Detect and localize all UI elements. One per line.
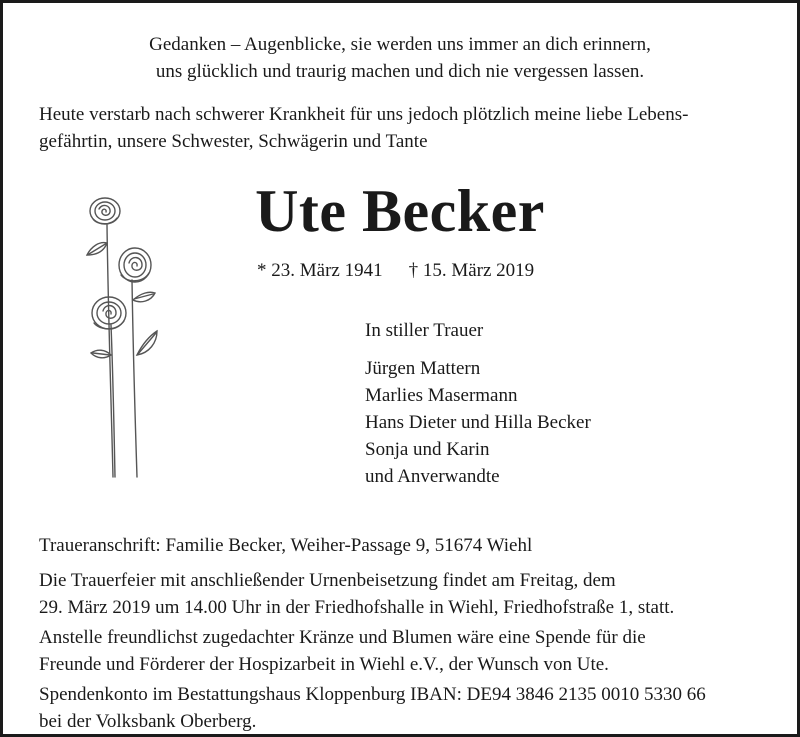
ceremony-line-1: Die Trauerfeier mit anschließender Urnenbeisetzung findet am Freitag, dem	[39, 570, 616, 591]
mourner-name: Hans Dieter und Hilla Becker	[365, 412, 591, 433]
announcement	[39, 101, 688, 155]
announcement-line-2: gefährtin, unsere Schwester, Schwägerin und Tante	[39, 131, 428, 152]
account-line-1: Spendenkonto im Bestattungshaus Kloppenburg IBAN: DE94 3846 2135 0010 5330 66	[39, 684, 706, 705]
mourner-name: Jürgen Mattern	[365, 358, 481, 379]
death-date: † 15. März 2019	[408, 260, 535, 281]
life-dates	[257, 257, 534, 284]
mourner-name: und Anverwandte	[365, 466, 500, 487]
ceremony-info	[39, 567, 706, 621]
donation-info	[39, 624, 706, 678]
mourner-name: Sonja und Karin	[365, 439, 490, 460]
intro-line-1: Gedanken – Augenblicke, sie werden uns immer an dich erinnern,	[149, 34, 651, 55]
intro-verse	[3, 31, 797, 85]
footer-info	[39, 532, 706, 735]
announcement-line-1: Heute verstarb nach schwerer Krankheit für uns jedoch plötzlich meine liebe Lebens-	[39, 104, 689, 125]
mourner-name: Marlies Masermann	[365, 385, 518, 406]
mourners-block	[365, 317, 591, 490]
account-line-2: bei der Volksbank Oberberg.	[39, 711, 257, 732]
bank-account-info	[39, 681, 706, 735]
birth-date: * 23. März 1941	[257, 260, 383, 281]
donation-line-2: Freunde und Förderer der Hospizarbeit in Wiehl e.V., der Wunsch von Ute.	[39, 654, 609, 675]
funeral-address: Traueranschrift: Familie Becker, Weiher-Passage 9, 51674 Wiehl	[39, 535, 533, 556]
mourners-heading: In stiller Trauer	[365, 320, 484, 341]
deceased-name: Ute Becker	[255, 178, 545, 244]
donation-line-1: Anstelle freundlichst zugedachter Kränze und Blumen wäre eine Spende für die	[39, 627, 646, 648]
ceremony-line-2: 29. März 2019 um 14.00 Uhr in der Friedhofshalle in Wiehl, Friedhofstraße 1, statt.	[39, 597, 675, 618]
intro-line-2: uns glücklich und traurig machen und dich nie vergessen lassen.	[155, 61, 645, 82]
